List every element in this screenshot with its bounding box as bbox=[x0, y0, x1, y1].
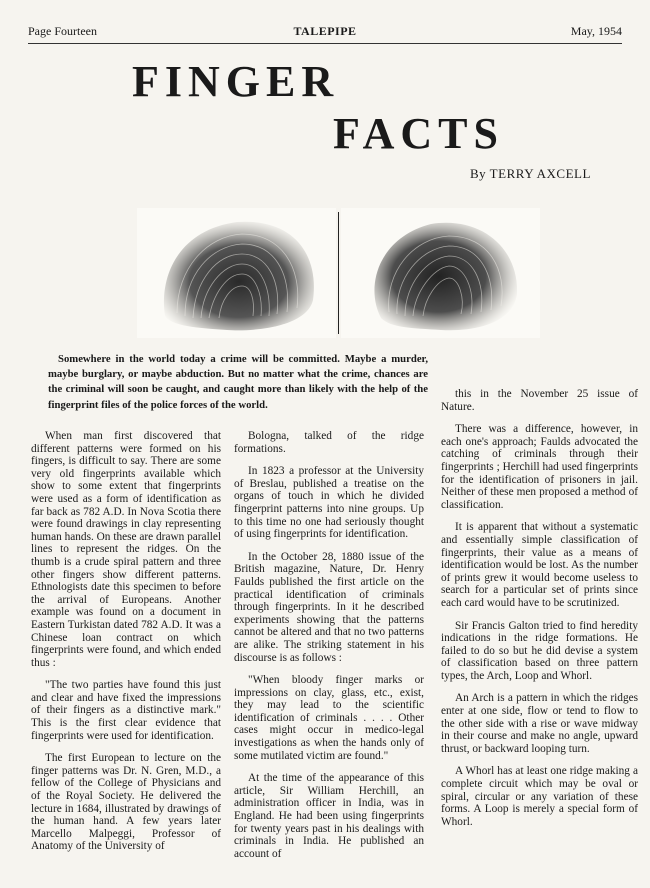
page-header bbox=[28, 24, 622, 42]
fingerprint-photos bbox=[137, 208, 540, 338]
fingerprint-photo-right bbox=[341, 208, 540, 338]
paragraph: When man first discovered that different patterns were formed on his fingers, is difficult to say. There are some very old fingerprints available which show to some extent that fingerprints were used as a form of identification as far back as 782 A.D. In Nova Scotia there were found drawings in clay representing human hands. On these are drawn parallel lines to represent the ridges. On the thumb is a crude spiral pattern and three other fingers show different patterns. Ethnologists date this specimen to before the arrival of Europeans. Another example was found on a document in Eastern Turkistan dated 782 A.D. It was a Chinese loan contract on which fingerprints were found, and which ended thus : bbox=[31, 430, 221, 669]
article-title-line1: FINGER bbox=[132, 57, 340, 106]
paragraph: At the time of the appearance of this article, Sir William Herchill, an administration officer in India, was in England. He had been using fingerprints for twenty years past in his dealings with criminals in India. He published an account of bbox=[234, 772, 424, 860]
paragraph: "When bloody finger marks or impressions on clay, glass, etc., exist, they may lead to the scientific identification of criminals . . . . Other cases might occur in medico-legal investigations as when the hands only of some mutilated victim are found." bbox=[234, 674, 424, 762]
paragraph: Sir Francis Galton tried to find heredity indications in the ridge formations. He failed to do so but he did devise a system of classification based on three pattern types, the Arch, Loop and Whorl. bbox=[441, 619, 638, 682]
fingerprint-icon bbox=[137, 208, 336, 338]
paragraph: this in the November 25 issue of Nature. bbox=[441, 388, 638, 413]
paragraph: It is apparent that without a systematic and essentially simple classification of fingerprints, their value as a means of identification would be lost. As the number of prints grew it would become useless to search for a particular set of prints since each card would have to be scrutinized. bbox=[441, 521, 638, 609]
paragraph: In 1823 a professor at the University of Breslau, published a treatise on the organs of touch in which he divided fingerprint patterns into nine groups. Up to this time no one had seriously thought of using fingerprints for identification. bbox=[234, 465, 424, 541]
paragraph: Bologna, talked of the ridge formations. bbox=[234, 430, 424, 455]
article-title-line2: FACTS bbox=[333, 109, 504, 158]
paragraph: In the October 28, 1880 issue of the British magazine, Nature, Dr. Henry Faulds published the first article on the practical identification of criminals through fingerprints. In it he described experiments showing that the patterns cannot be altered and that no two patterns are alike. The striking statement in his discourse is as follows : bbox=[234, 550, 424, 664]
header-rule bbox=[28, 43, 622, 44]
fingerprint-photo-left bbox=[137, 208, 336, 338]
byline: By TERRY AXCELL bbox=[470, 166, 591, 181]
paragraph: There was a difference, however, in each one's approach; Faulds advocated the catching of criminals through their fingerprints ; Herchill had used fingerprints for the identification of prisoners in jail. Neither of these men proposed a method of classification. bbox=[441, 423, 638, 511]
issue-date: May, 1954 bbox=[570, 24, 622, 38]
publication-name: TALEPIPE bbox=[293, 24, 357, 38]
photo-divider bbox=[338, 212, 339, 334]
paragraph: "The two parties have found this just and clear and have fixed the impressions of their fingers as a distinctive mark." This is the first clear evidence that fingerprints were used for identification. bbox=[31, 679, 221, 742]
text-column-3 bbox=[441, 388, 638, 838]
fingerprint-icon bbox=[341, 208, 540, 338]
page-number: Page Fourteen bbox=[28, 24, 97, 38]
text-column-1 bbox=[31, 430, 221, 863]
lead-paragraph: Somewhere in the world today a crime will be committed. Maybe a murder, maybe burglary, or maybe abduction. But no matter what the crime, chances are the criminal will soon be caught, and caught more than likely with the help of the fingerprint files of the police forces of the world. bbox=[48, 353, 428, 411]
paragraph: The first European to lecture on the finger patterns was Dr. N. Gren, M.D., a fellow of the College of Physicians and of the Royal Society. He delivered the lecture in 1684, illustrated by drawings of the human hand. A few years later Marcello Malpeggi, Professor of Anatomy of the University of bbox=[31, 752, 221, 853]
paragraph: An Arch is a pattern in which the ridges enter at one side, flow or tend to flow to the other side with a rise or wave midway in their course and make no angle, upward thrust, or backward looping turn. bbox=[441, 692, 638, 755]
text-column-2 bbox=[234, 430, 424, 870]
paragraph: A Whorl has at least one ridge making a complete circuit which may be oval or spiral, circular or any variation of these forms. A Loop is merely a special form of Whorl. bbox=[441, 765, 638, 828]
